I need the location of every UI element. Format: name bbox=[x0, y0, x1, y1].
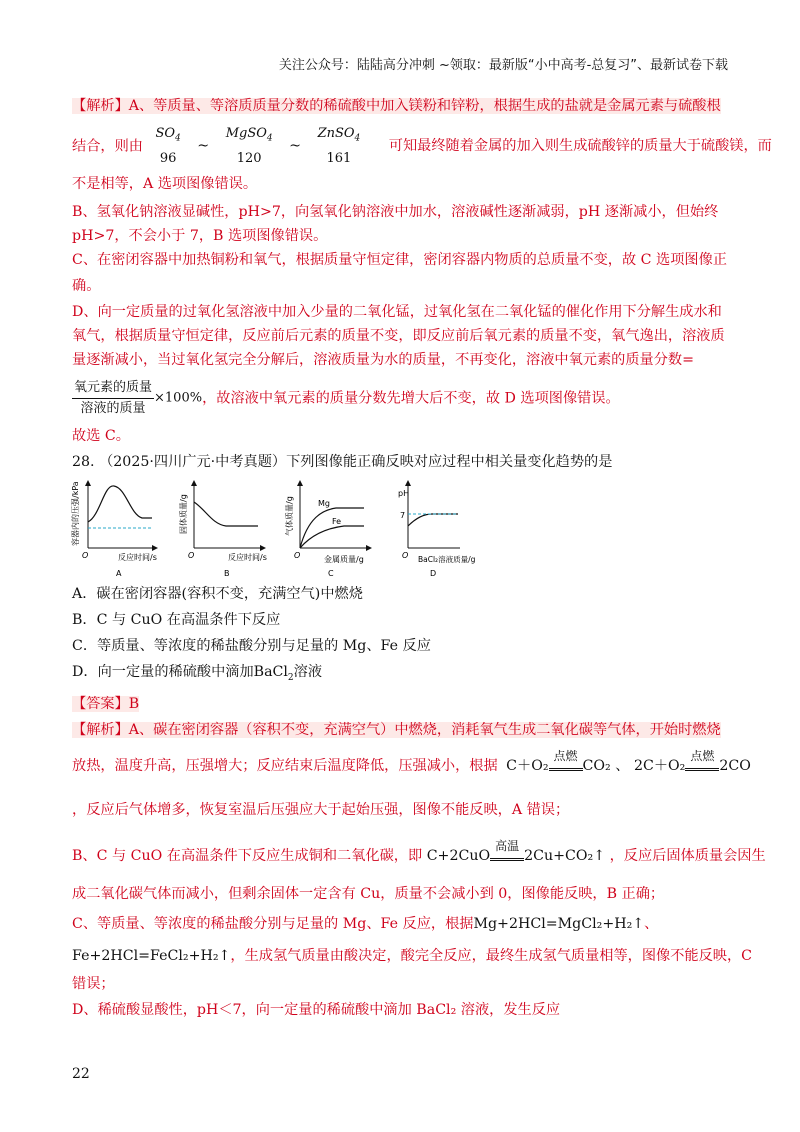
chart-c-letter: C bbox=[328, 569, 334, 578]
analysis2-line-6: C、等质量、等浓度的稀盐酸分别与足量的 Mg、Fe 反应，根据Mg+2HCl=MgCl₂+H₂↑、 bbox=[72, 916, 659, 932]
svg-text:O: O bbox=[402, 551, 409, 560]
chart-c bbox=[284, 480, 372, 578]
svg-text:O: O bbox=[294, 551, 301, 560]
chart-d bbox=[398, 480, 476, 578]
analysis-line-8: D、向一定质量的过氧化氢溶液中加入少量的二氧化锰，过氧化氢在二氧化锰的催化作用下分解生成水和 bbox=[72, 304, 722, 320]
analysis-text: 【解析】A、等质量、等溶质质量分数的稀硫酸中加入镁粉和锌粉，根据生成的盐就是金属元素与硫酸根 bbox=[72, 98, 721, 114]
series-fe-label: Fe bbox=[332, 517, 342, 526]
chart-b-xlabel: 反应时间/s bbox=[228, 553, 267, 562]
analysis2-line-8: 错误； bbox=[72, 976, 115, 992]
analysis2-line-5: 成二氧化碳气体而减小，但剩余固体一定含有 Cu，质量不会减小到 0，图像能反映，B 正确； bbox=[72, 886, 665, 902]
analysis-line-4: B、氢氧化钠溶液显碱性，pH>7，向氢氧化钠溶液中加水，溶液碱性逐渐减弱，pH 逐渐减小，但始终 bbox=[72, 204, 719, 220]
chart-d-ylabel: pH bbox=[398, 489, 410, 498]
option-a: A．碳在密闭容器(容积不变，充满空气)中燃烧 bbox=[72, 586, 363, 602]
question-28-figures bbox=[71, 478, 476, 582]
analysis-line-7: 确。 bbox=[72, 278, 101, 294]
svg-text:O: O bbox=[188, 551, 195, 560]
analysis2-line-4: B、C 与 CuO 在高温条件下反应生成铜和二氧化碳，即 C+2CuO 高温 2Cu+CO₂↑ ，反应后固体质量会因生 bbox=[72, 838, 766, 864]
chart-a-xlabel: 反应时间/s bbox=[118, 553, 157, 562]
equation-mg-hcl: Mg+2HCl=MgCl₂+H₂↑ bbox=[473, 916, 645, 932]
equation-c-cuo: C+2CuO 高温 2Cu+CO₂↑ bbox=[426, 838, 606, 864]
analysis-line-3: 不是相等，A 选项图像错误。 bbox=[72, 176, 258, 192]
equation-c-o2-co2: C＋O₂ 点燃 CO₂ bbox=[506, 748, 611, 774]
chart-b-letter: B bbox=[224, 569, 230, 578]
analysis-line-9: 氧气，根据质量守恒定律，反应前后元素的质量不变，即反应前后氧元素的质量不变，氧气逸出，溶液质 bbox=[72, 328, 725, 344]
answer-line: 【答案】B bbox=[72, 696, 140, 712]
question-28-stem: 28. （2025·四川广元·中考真题）下列图像能正确反映对应过程中相关量变化趋势的是 bbox=[72, 454, 613, 470]
analysis-line-6: C、在密闭容器中加热铜粉和氧气，根据质量守恒定律，密闭容器内物质的总质量不变，故 C 选项图像正 bbox=[72, 252, 727, 268]
tilde: ~ bbox=[289, 138, 302, 155]
analysis-line-2 bbox=[72, 124, 772, 166]
analysis2-line-9: D、稀硫酸显酸性，pH＜7，向一定量的稀硫酸中滴加 BaCl₂ 溶液，发生反应 bbox=[72, 1002, 561, 1018]
chart-c-ylabel: 气体质量/g bbox=[285, 496, 294, 536]
equation-fe-hcl: Fe+2HCl=FeCl₂+H₂↑ bbox=[72, 948, 231, 964]
tilde: ~ bbox=[197, 138, 210, 155]
svg-text:O: O bbox=[82, 551, 89, 560]
option-d: D．向一定量的稀硫酸中滴加BaCl$_2$溶液 bbox=[72, 664, 323, 683]
analysis2-line-2: 放热，温度升高，压强增大；反应结束后温度降低，压强减小，根据 C＋O₂ 点燃 CO₂ 、 2C＋O₂ 点燃 2CO bbox=[72, 748, 751, 774]
chart-a-ylabel: 容器内的压强/kPa bbox=[71, 481, 80, 546]
equation-2c-o2-2co: 2C＋O₂ 点燃 2CO bbox=[633, 748, 751, 774]
chart-b-ylabel: 固体质量/g bbox=[179, 494, 188, 534]
analysis-line-10: 量逐渐减小，当过氧化氢完全分解后，溶液质量为水的质量，不再变化，溶液中氧元素的质量分数= bbox=[72, 352, 694, 368]
chart-d-xlabel: BaCl₂溶液质量/g bbox=[418, 555, 476, 564]
formula-znso4: ZnSO$_4$ 161 bbox=[317, 126, 361, 166]
series-mg-label: Mg bbox=[318, 499, 330, 508]
analysis-line-1 bbox=[72, 96, 721, 116]
formula-so4: $SO_4$ 96 bbox=[155, 126, 181, 166]
chart-c-xlabel: 金属质量/g bbox=[324, 555, 364, 564]
analysis-line-12: 故选 C。 bbox=[72, 428, 130, 444]
option-c: C．等质量、等浓度的稀盐酸分别与足量的 Mg、Fe 反应 bbox=[72, 638, 431, 654]
chart-a-letter: A bbox=[116, 569, 122, 578]
chart-b bbox=[178, 480, 267, 578]
page-number: 22 bbox=[72, 1066, 90, 1082]
chart-a bbox=[70, 480, 158, 578]
analysis2-line-7: Fe+2HCl=FeCl₂+H₂↑，生成氢气质量由酸决定，酸完全反应，最终生成氢气质量相等，图像不能反映，C bbox=[72, 948, 753, 964]
mass-fraction-formula: $\frac{\text{氧元素的质量}}{\text{溶液的质量}}$ bbox=[74, 380, 153, 416]
analysis2-line-3: ，反应后气体增多，恢复室温后压强应大于起始压强，图像不能反映，A 错误； bbox=[72, 802, 570, 818]
analysis-line-5: pH>7，不会小于 7，B 选项图像错误。 bbox=[72, 228, 328, 244]
chart-d-letter: D bbox=[430, 569, 437, 578]
text-fragment: 结合，则由 bbox=[72, 138, 143, 155]
text-fragment: 可知最终随着金属的加入则生成硫酸锌的质量大于硫酸镁，而 bbox=[388, 138, 772, 155]
analysis-line-11: $\frac{\text{氧元素的质量}}{\text{溶液的质量}}$ ×100%，故溶液中氧元素的质量分数先增大后不变，故 D 选项图像错误。 bbox=[72, 378, 620, 414]
analysis2-line-1: 【解析】A、碳在密闭容器（容积不变，充满空气）中燃烧，消耗氧气生成二氧化碳等气体，开始时燃烧 bbox=[72, 722, 721, 738]
chart-d-mark: 7 bbox=[400, 511, 406, 520]
option-b: B．C 与 CuO 在高温条件下反应 bbox=[72, 612, 281, 628]
formula-mgso4: MgSO$_4$ 120 bbox=[225, 126, 273, 166]
page-header: 关注公众号：陆陆高分冲刺 ~领取：最新版“小中高考-总复习”、最新试卷下载 bbox=[278, 58, 728, 73]
